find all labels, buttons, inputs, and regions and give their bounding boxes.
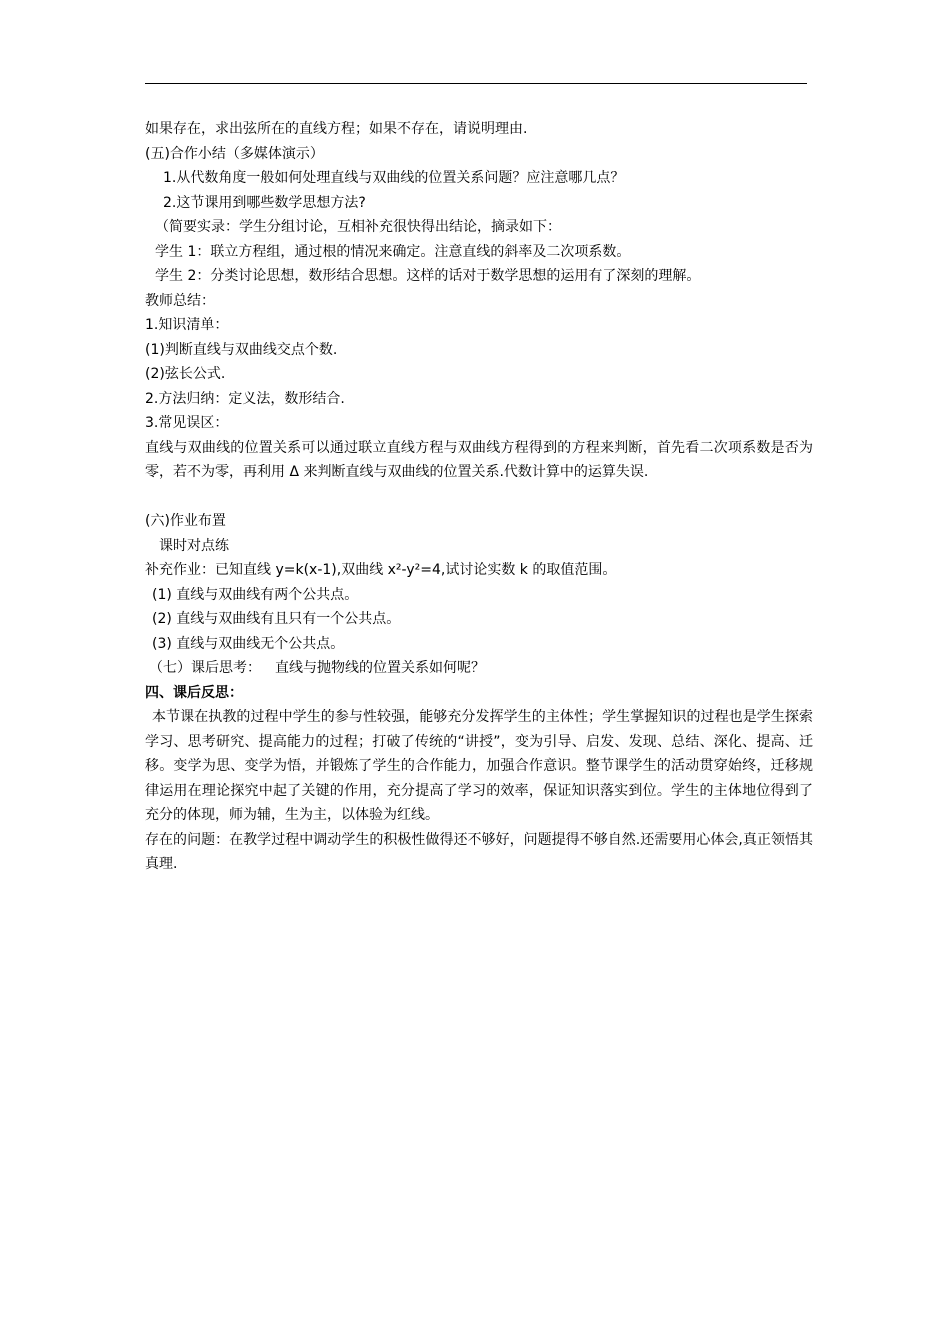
section-7-heading: （七）课后思考： (149, 660, 261, 676)
question-1: 1.从代数角度一般如何处理直线与双曲线的位置关系问题？应注意哪几点？ (163, 170, 625, 186)
section-7-body: 直线与抛物线的位置关系如何呢？ (275, 660, 485, 676)
knowledge-item-2: (2)弦长公式. (145, 366, 226, 382)
knowledge-item-1: (1)判断直线与双曲线交点个数. (145, 341, 338, 358)
condition-2: (2) 直线与双曲线有且只有一个公共点。 (152, 611, 401, 627)
knowledge-list-title: 1.知识清单： (145, 317, 229, 333)
blank-line (145, 485, 813, 510)
student-2-answer: 学生 2：分类讨论思想，数形结合思想。这样的话对于数学思想的运用有了深刻的理解。 (155, 268, 701, 284)
common-mistakes-title: 3.常见误区： (145, 415, 229, 431)
homework-item-1: 课时对点练 (159, 537, 229, 554)
section-7 (145, 656, 813, 681)
paragraph: 如果存在，求出弦所在的直线方程；如果不存在，请说明理由. (145, 121, 528, 137)
section-5-heading: (五)合作小结（多媒体演示） (145, 145, 324, 162)
problems-body: 存在的问题：在教学过程中调动学生的积极性做得还不够好，问题提得不够自然.还需要用心体会,真正领悟其真理. (145, 831, 813, 872)
method-summary: 2.方法归纳：定义法，数形结合. (145, 390, 345, 407)
teacher-summary-label: 教师总结： (145, 292, 215, 309)
homework-item-2: 补充作业：已知直线 y=k(x-1),双曲线 x²-y²=4,试讨论实数 k 的取值范围。 (145, 562, 617, 578)
condition-1: (1) 直线与双曲线有两个公共点。 (152, 586, 359, 603)
document-body (145, 117, 813, 877)
question-2: 2.这节课用到哪些数学思想方法? (163, 194, 366, 211)
condition-3: (3) 直线与双曲线无个公共点。 (152, 635, 345, 652)
section-6-heading: (六)作业布置 (145, 513, 226, 529)
reflection-body: 本节课在执教的过程中学生的参与性较强，能够充分发挥学生的主体性；学生掌握知识的过程也是学生探索学习、思考研究、提高能力的过程；打破了传统的“讲授”，变为引导、启发、发现、总结、深化、提高、迁移。变学为思、变学为悟，并锻炼了学生的合作能力，加强合作意识。整节课学生的活动贯穿始终，迁移规律运用在理论探究中起了关键的作用，充分提高了学习的效率，保证知识落实到位。学生的主体地位得到了充分的体现，师为辅，生为主，以体验为红线。 (145, 709, 813, 823)
discussion-summary: （简要实录：学生分组讨论，互相补充很快得出结论，摘录如下： (155, 219, 561, 235)
header-rule (145, 83, 807, 84)
student-1-answer: 学生 1：联立方程组，通过根的情况来确定。注意直线的斜率及二次项系数。 (155, 243, 631, 260)
common-mistakes-body: 直线与双曲线的位置关系可以通过联立直线方程与双曲线方程得到的方程来判断，首先看二次项系数是否为零，若不为零，再利用 Δ 来判断直线与双曲线的位置关系.代数计算中的运算失误. (145, 439, 813, 480)
section-4-heading: 四、课后反思： (145, 684, 243, 701)
